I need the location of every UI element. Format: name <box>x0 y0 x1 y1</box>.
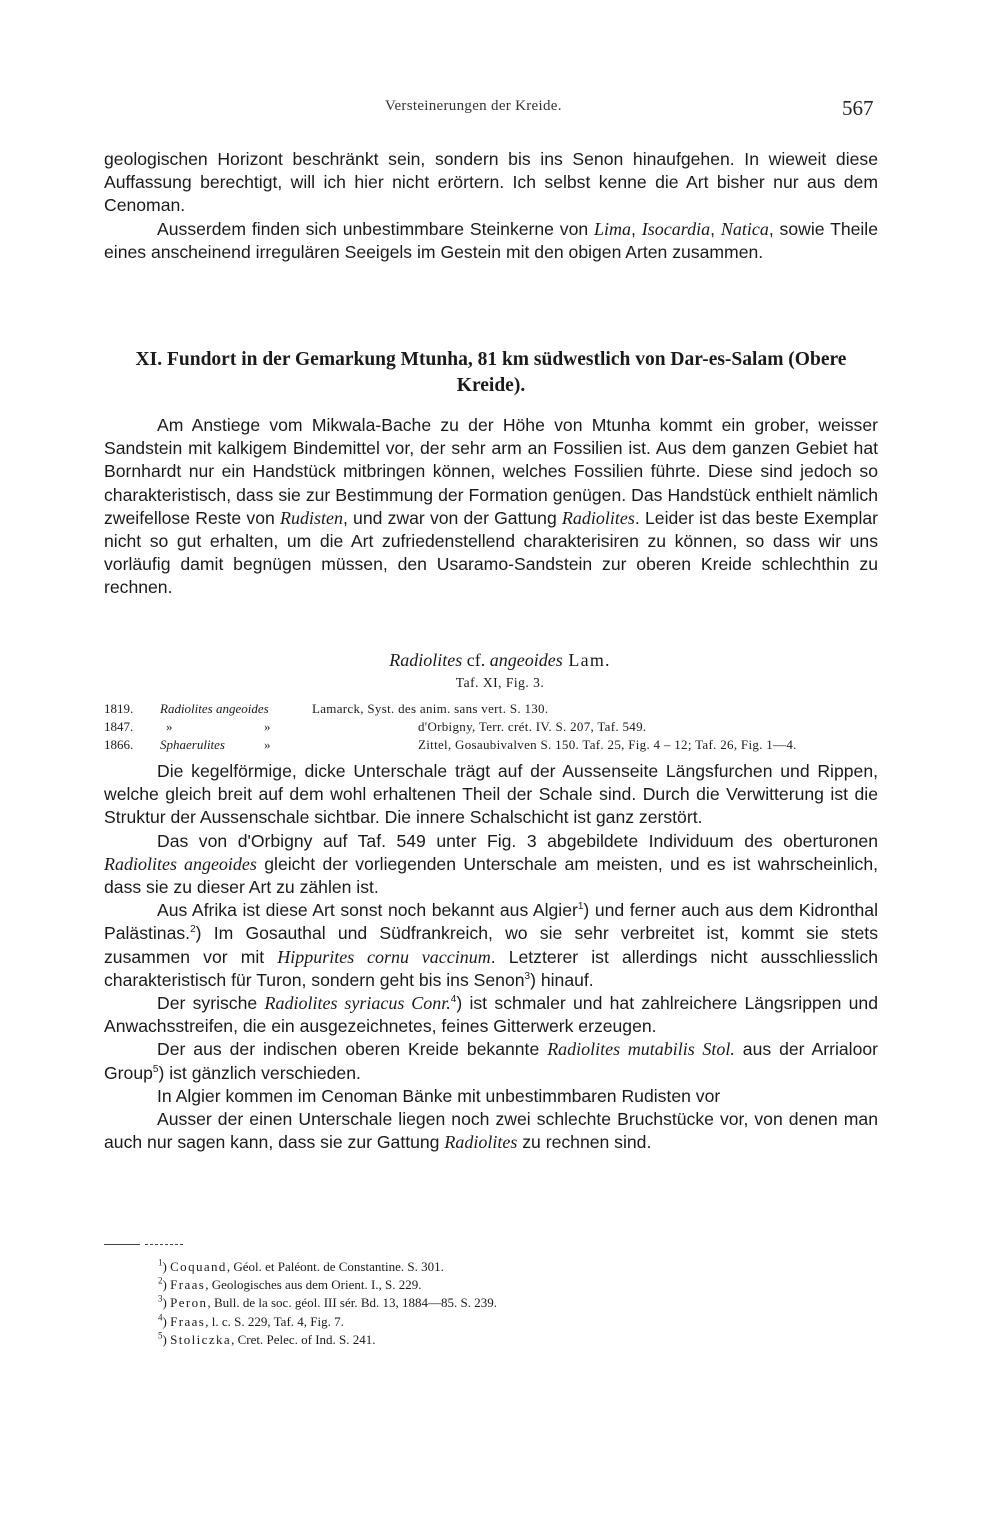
synonymy-row <box>104 700 894 718</box>
text-run: , sowie Theile eines anscheinend irregulären Seeigels im Gestein mit den obigen Arten zusammen. <box>104 218 878 262</box>
synonymy-list <box>104 700 894 754</box>
footnote-mark: 5 <box>158 1330 163 1341</box>
text-run: ) und ferner auch aus dem Kidronthal Palästinas. <box>104 900 878 944</box>
synonymy-name: » <box>166 719 173 734</box>
plate-reference: Taf. XI, Fig. 3. <box>455 675 545 690</box>
footnote-author: Peron <box>170 1295 208 1311</box>
footnote-marker: 1 <box>577 901 584 913</box>
text-run: zu rechnen sind. <box>517 1132 652 1153</box>
text-run: Der syrische <box>157 993 265 1014</box>
text-run: Ausserdem finden sich unbestimmbare Steinkerne von <box>157 218 595 239</box>
text-run: Der aus der indischen oberen Kreide bekannte <box>157 1039 548 1060</box>
description-paragraph-3 <box>104 899 878 992</box>
intro-paragraph-1: geologischen Horizont beschränkt sein, sondern bis ins Senon hinaufgehen. In wieweit diese Auffassung berechtigt, will ich hier nicht erörtern. Ich selbst kenne die Art bisher nur aus dem Cenoman. <box>104 149 878 216</box>
text-run: gleicht der vorliegenden Unterschale am meisten, und es ist wahrscheinlich, dass sie zu dieser Art zu zählen ist. <box>104 853 878 898</box>
footnote: $^5$) Stoliczka, Cret. Pelec. of Ind. S. 241. <box>158 1330 376 1347</box>
text-run: Ausser der einen Unterschale liegen noch zwei schlechte Bruchstücke vor, von denen man auch nur sagen kann, dass sie zur Gattung <box>104 1109 878 1153</box>
description-paragraph-2 <box>104 830 878 900</box>
footnote-mark: 3 <box>158 1294 163 1305</box>
footnote-marker: 3 <box>524 970 531 982</box>
footnote-mark: 4 <box>158 1312 163 1323</box>
footnote-author: Fraas <box>170 1277 206 1293</box>
section-body <box>104 414 878 600</box>
synonymy-ditto: » <box>264 719 271 734</box>
synonymy-ditto: » <box>264 737 271 752</box>
synonymy-name: Sphaerulites <box>160 737 225 752</box>
text-run: aus der Arrialoor Group <box>104 1039 878 1083</box>
text-run: Aus Afrika ist diese Art sonst noch bekannt aus Algier <box>157 900 578 921</box>
footnote-marker: 5 <box>152 1063 159 1075</box>
text-run: . Leider ist das beste Exemplar nicht so gut erhalten, um die Art zufriedenstellend charakterisiren zu können, so dass wir uns vorläufig damit begnügen müssen, den Usaramo-Sandstein zur oberen Kreide schlechthin zu rechnen. <box>104 507 878 598</box>
footnote-text: , Geologisches aus dem Orient. I., S. 229. <box>205 1277 422 1293</box>
footnote-author: Coquand <box>170 1259 227 1274</box>
taxon-lima: Lima <box>594 218 632 239</box>
footnote-mark: 2 <box>158 1275 163 1286</box>
text-run: Am Anstiege vom Mikwala-Bache zu der Höhe von Mtunha kommt ein grober, weisser Sandstein mit kalkigem Bindemittel vor, der sehr arm an Fossilien ist. Aus dem ganzen Gebiet hat Bornhardt nur ein Handstück mitbringen können, welches Fossilien führte. Diese sind jedoch so charakteristisch, dass sie zur Bestimmung der Formation genügen. Das Handstück enthielt nämlich zweifellose Reste von <box>104 415 878 528</box>
synonymy-row <box>104 736 894 754</box>
taxon-name: Radiolites angeoides <box>104 853 257 874</box>
text-run: , <box>631 218 642 239</box>
species-epithet: angeoides <box>489 650 563 670</box>
description-paragraph-7 <box>104 1108 878 1154</box>
taxon-name: Hippurites cornu vaccinum <box>277 946 491 967</box>
text-run: ) ist schmaler und hat zahlreichere Längsrippen und Anwachsstreifen, die ein ausgezeichnetes, feines Gitterwerk erzeugen. <box>104 993 879 1037</box>
footnote-rule <box>104 1244 140 1245</box>
footnote-text: , Cret. Pelec. of Ind. S. 241. <box>231 1331 376 1347</box>
running-title: Versteinerungen der Kreide. <box>385 98 562 114</box>
footnote-text: , Bull. de la soc. géol. III sér. Bd. 13, 1884—85. S. 239. <box>207 1295 498 1311</box>
taxon-isocardia: Isocardia <box>641 218 711 239</box>
synonymy-year: 1866. <box>104 737 134 752</box>
synonymy-year: 1819. <box>104 701 134 716</box>
taxon-name: Radiolites <box>444 1132 518 1153</box>
text-run: ) ist gänzlich verschieden. <box>158 1062 361 1083</box>
taxon-natica: Natica <box>720 218 769 239</box>
footnote-rule <box>145 1244 183 1245</box>
taxon-name: Radiolites syriacus Conr. <box>264 993 451 1014</box>
species-title <box>0 650 1000 671</box>
page-number: 567 <box>842 96 874 120</box>
text-run: . Letzterer ist allerdings nicht ausschliesslich charakteristisch für Turon, sondern geht bis ins Senon <box>104 946 878 990</box>
synonymy-reference: d'Orbigny, Terr. crét. IV. S. 207, Taf. 549. <box>418 719 647 734</box>
footnote-author: Stoliczka <box>170 1331 232 1347</box>
taxon-rudisten: Rudisten <box>279 507 343 528</box>
text-run: ) hinauf. <box>530 969 594 990</box>
text-run: , und zwar von der Gattung <box>342 507 562 528</box>
footnote-marker: 4 <box>450 994 457 1006</box>
footnote-author: Fraas <box>170 1313 206 1329</box>
taxon-radiolites: Radiolites <box>561 507 635 528</box>
text-run: ) Im Gosauthal und Südfrankreich, wo sie sehr verbreitet ist, kommt sie stets zusammen vor mit <box>104 923 878 967</box>
section-paragraph-1 <box>104 414 878 600</box>
synonymy-year: 1847. <box>104 719 134 734</box>
footnote-mark: 1 <box>158 1257 163 1268</box>
species-cf: cf. <box>462 650 490 670</box>
synonymy-reference: Zittel, Gosaubivalven S. 150. Taf. 25, Fig. 4 – 12; Taf. 26, Fig. 1—4. <box>418 737 797 752</box>
footnote-marker: 2 <box>190 924 196 936</box>
intro-block <box>104 148 878 264</box>
footnote-text: , Géol. et Paléont. de Constantine. S. 301. <box>226 1259 444 1274</box>
footnote-text: , l. c. S. 229, Taf. 4, Fig. 7. <box>205 1313 344 1329</box>
page-header <box>0 96 1000 126</box>
text-run: Das von d'Orbigny auf Taf. 549 unter Fig. 3 abgebildete Individuum des oberturonen <box>157 830 878 851</box>
footnote: $^2$) Fraas, Geologisches aus dem Orient. I., S. 229. <box>158 1275 422 1293</box>
description-paragraph-6: In Algier kommen im Cenoman Bänke mit unbestimmbaren Rudisten vor <box>157 1085 721 1106</box>
species-author: Lam. <box>562 650 611 670</box>
synonymy-reference: Lamarck, Syst. des anim. sans vert. S. 130. <box>312 701 549 716</box>
text-run: , <box>710 218 721 239</box>
intro-paragraph-2 <box>104 218 878 264</box>
description-paragraph-1: Die kegelförmige, dicke Unterschale trägt auf der Aussenseite Längsfurchen und Rippen, welche gleich breit auf dem wohl erhaltenen Theil der Schale sind. Durch die Verwitterung ist die Struktur der Aussenschale sichtbar. Die innere Schalschicht ist ganz zerstört. <box>104 761 878 828</box>
synonymy-row <box>104 718 894 736</box>
species-genus: Radiolites <box>389 650 463 670</box>
footnote: $^4$) Fraas, l. c. S. 229, Taf. 4, Fig. 7. <box>158 1312 344 1329</box>
description-block <box>104 760 878 1154</box>
taxon-name: Radiolites mutabilis Stol. <box>547 1039 735 1060</box>
description-paragraph-4 <box>104 992 878 1038</box>
footnote: $^3$) Peron, Bull. de la soc. géol. III sér. Bd. 13, 1884—85. S. 239. <box>158 1294 498 1311</box>
description-paragraph-5 <box>104 1038 878 1084</box>
footnotes <box>158 1258 858 1349</box>
footnote: $^1$) Coquand, Géol. et Paléont. de Constantine. S. 301. <box>158 1257 444 1274</box>
section-heading: XI. Fundort in der Gemarkung Mtunha, 81 km südwestlich von Dar-es-Salam (Obere Kreide). <box>135 349 847 396</box>
synonymy-name: Radiolites angeoides <box>160 701 269 716</box>
